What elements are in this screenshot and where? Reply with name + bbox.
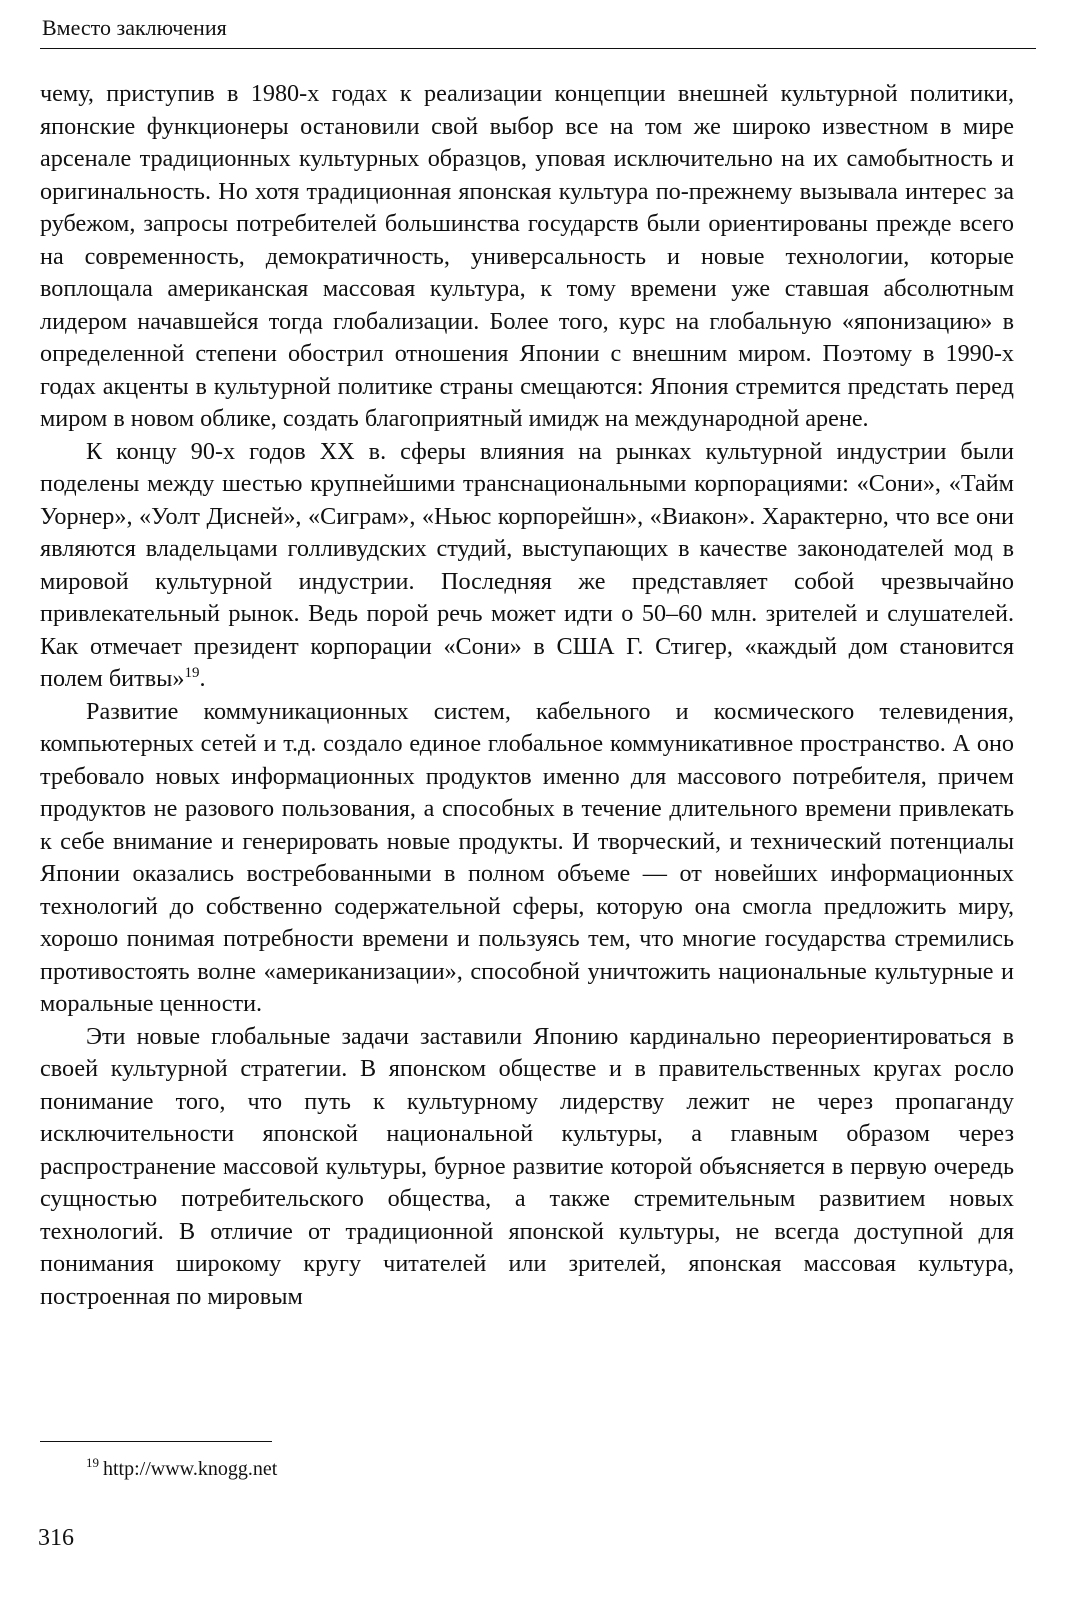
footnote-rule bbox=[40, 1441, 272, 1442]
paragraph-3: Развитие коммуникационных систем, кабельного и космического телевидения, компьютерных сетей и т.д. создало единое глобальное коммуникативное пространство. А оно требовало новых информационных продуктов именно для массового потребителя, причем продуктов не разового пользования, а способных в течение длительного времени привлекать к себе внимание и генерировать новые продукты. И творческий, и технический потенциалы Японии оказались востребованными в полном объеме — от новейших информационных технологий до собственно содержательной сферы, которую она смогла предложить миру, хорошо понимая потребности времени и пользуясь тем, что многие государства стремились противостоять волне «американизации», способной уничтожить национальные культурные и моральные ценности. bbox=[40, 697, 1014, 1017]
running-header-title: Вместо заключения bbox=[42, 15, 227, 40]
paragraph-4: Эти новые глобальные задачи заставили Японию кардинально переориентироваться в своей культурной стратегии. В японском обществе и в правительственных кругах росло понимание того, что путь к культурному лидерству лежит не через пропаганду исключительности японской национальной культуры, а главным образом через распространение массовой культуры, бурное развитие которой объясняется в первую очередь сущностью потребительского общества, а также стремительным развитием новых технологий. В отличие от традиционной японской культуры, не всегда доступной для понимания широкому кругу читателей или зрителей, японская массовая культура, построенная по мировым bbox=[40, 1022, 1014, 1310]
paragraph-1: чему, приступив в 1980-х годах к реализации концепции внешней культурной политики, японские функционеры остановили свой выбор все на том же широко известном в мире арсенале традиционных культурных образцов, уповая исключительно на их самобытность и оригинальность. Но хотя традиционная японская культура по-прежнему вызывала интерес за рубежом, запросы потребителей большинства государств были ориентированы прежде всего на современность, демократичность, универсальность и новые технологии, которые воплощала американская массовая культура, к тому времени уже ставшая абсолютным лидером начавшейся тогда глобализации. Более того, курс на глобальную «японизацию» в определенной степени обострил отношения Японии с внешним миром. Поэтому в 1990-х годах акценты в культурной политике страны смещаются: Япония стремится предстать перед миром в новом облике, создать благоприятный имидж на международной арене. bbox=[40, 80, 1014, 432]
page-number: 316 bbox=[38, 1525, 74, 1551]
header-rule bbox=[40, 48, 1036, 49]
paragraph-2 bbox=[40, 436, 1014, 696]
footnote bbox=[86, 1456, 277, 1482]
paragraph-2-end: . bbox=[199, 665, 206, 692]
footnote-reference-19[interactable]: 19 bbox=[184, 664, 200, 681]
body-text bbox=[40, 78, 1014, 1313]
paragraph-2-text: К концу 90-х годов XX в. сферы влияния на рынках культурной индустрии были поделены между шестью крупнейшими транснациональными корпорациями: «Сони», «Тайм Уорнер», «Уолт Дисней», «Сиграм», «Ньюс корпорейшн», «Виакон». Характерно, что все они являются владельцами голливудских студий, выступающих в качестве законодателей мод в мировой культурной индустрии. Последняя же представляет собой чрезвычайно привлекательный рынок. Ведь порой речь может идти о 50–60 млн. зрителей и слушателей. Как отмечает президент корпорации «Сони» в США Г. Стигер, «каждый дом становится полем битвы» bbox=[40, 437, 1014, 692]
footnote-link[interactable]: http://www.knogg.net bbox=[103, 1458, 278, 1480]
footnote-number: 19 bbox=[86, 1455, 99, 1471]
